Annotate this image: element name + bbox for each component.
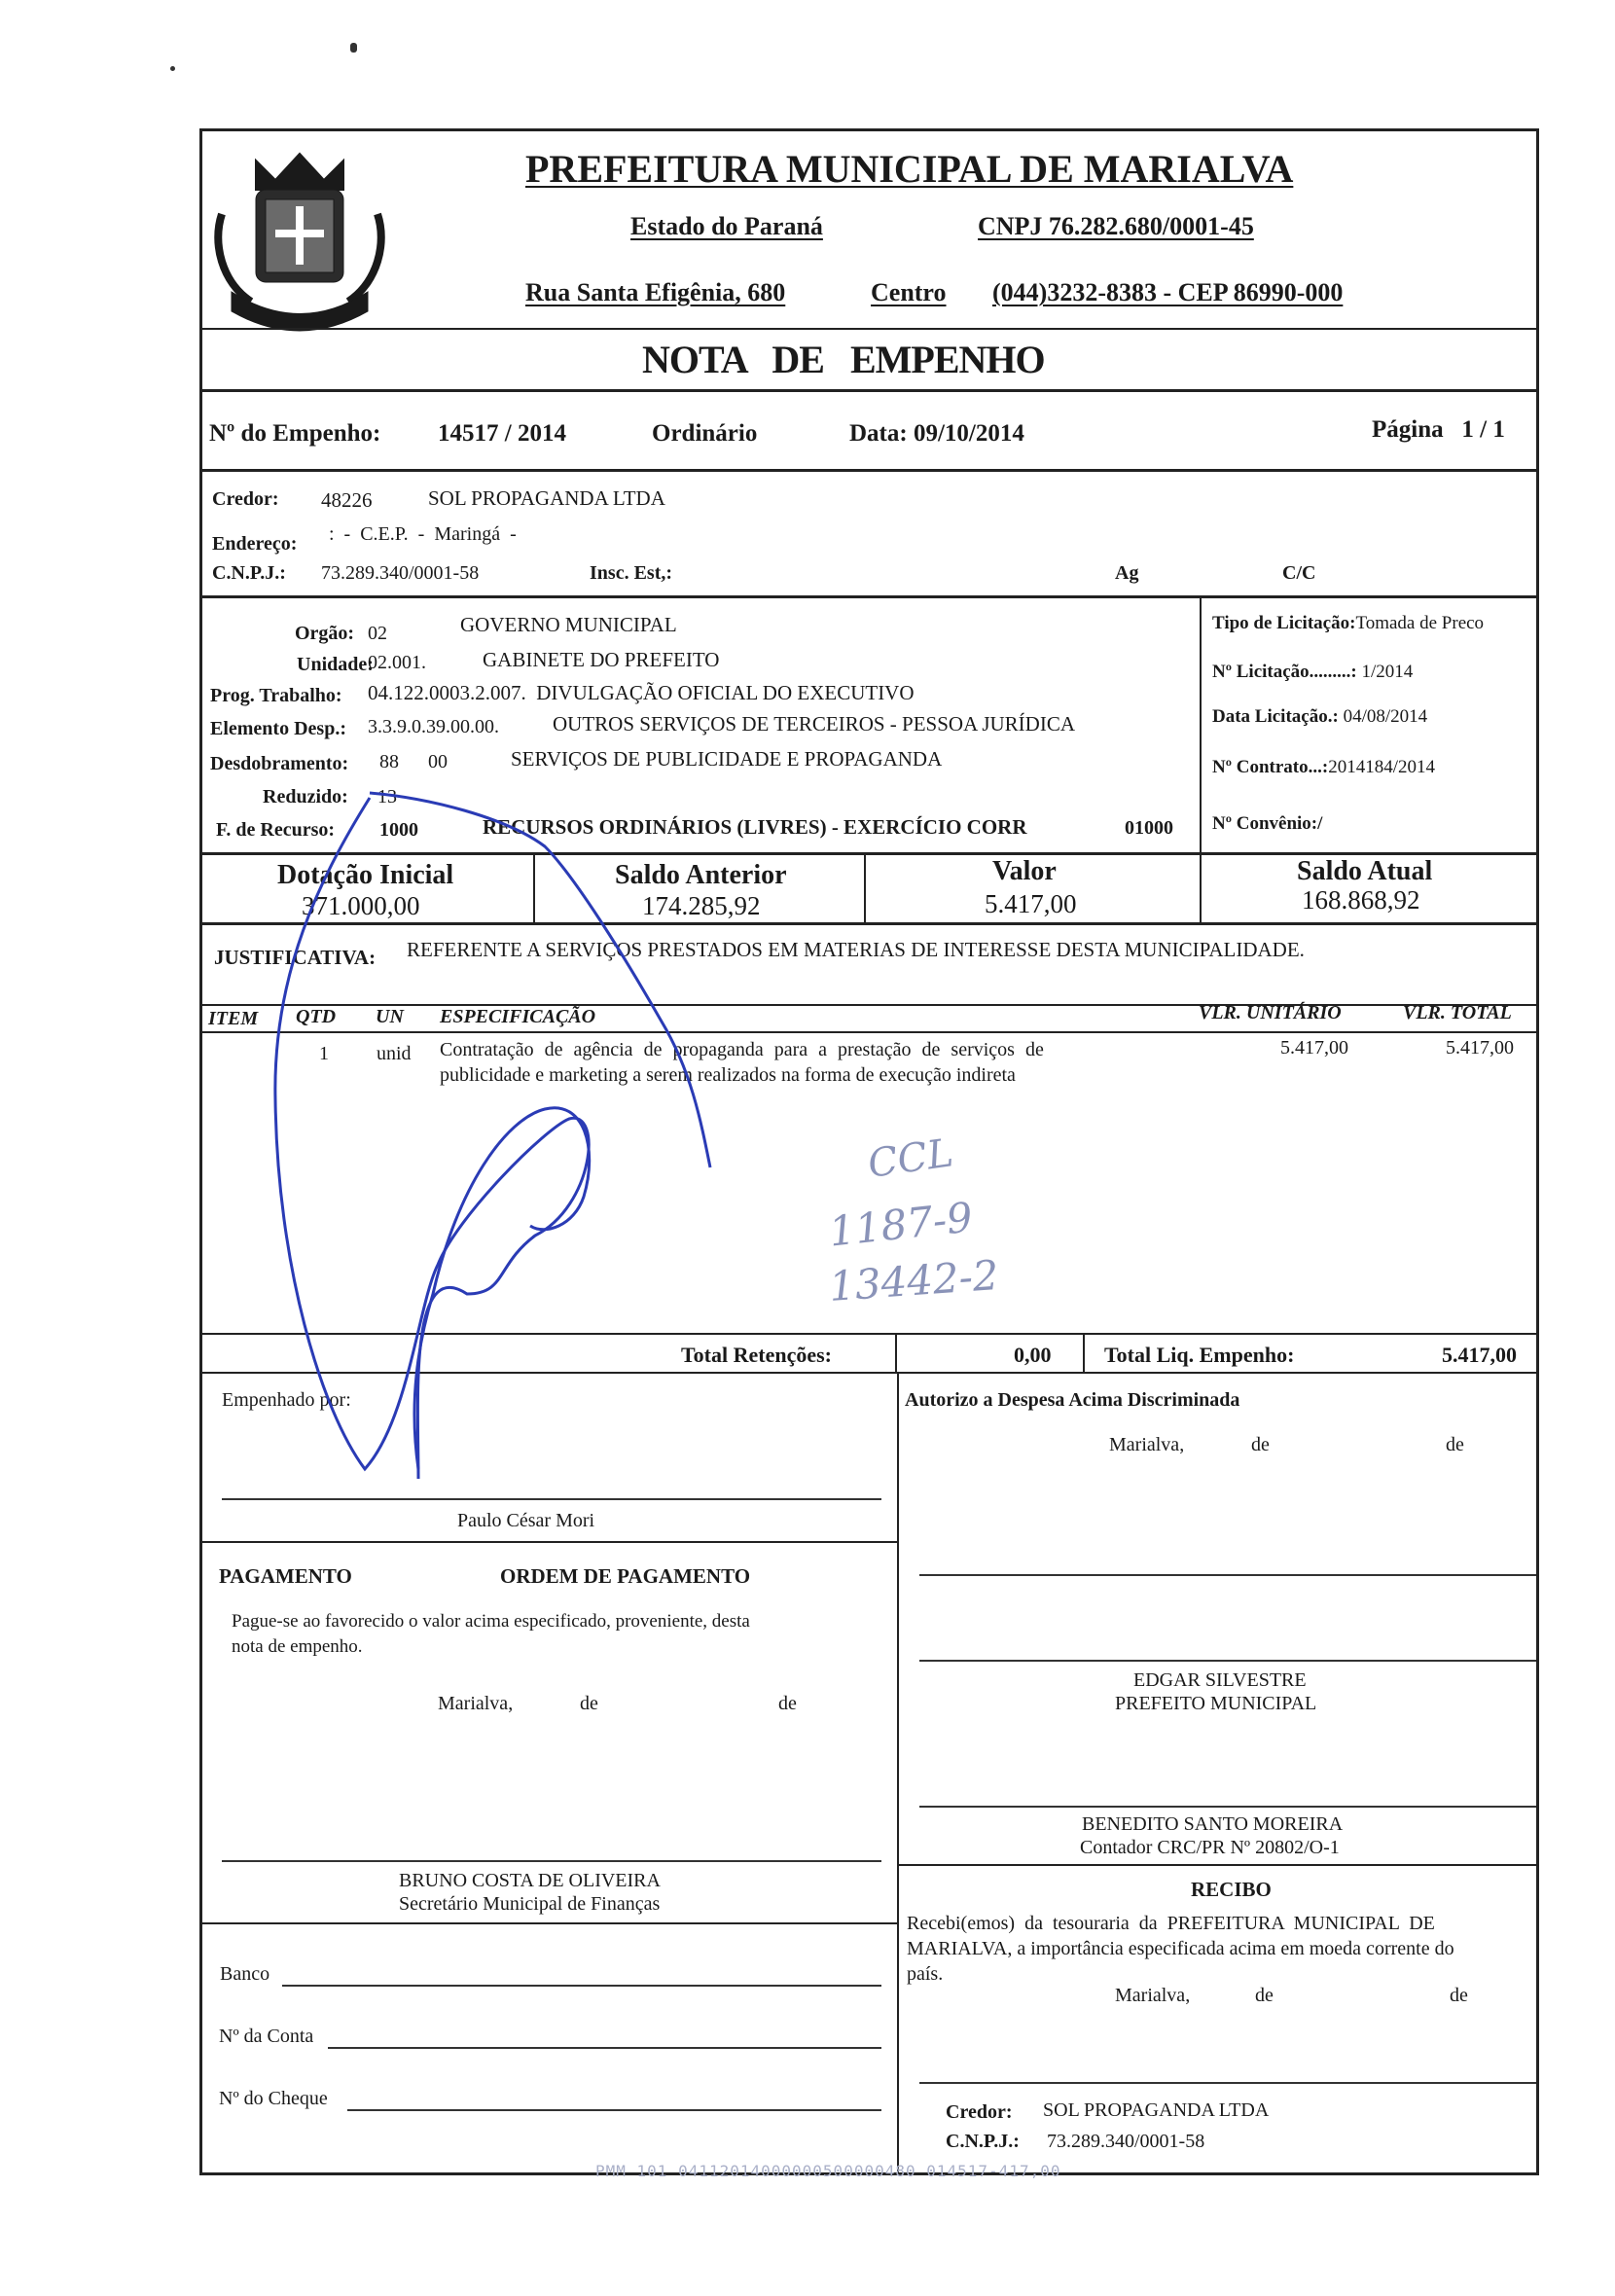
autorizo-label: Autorizo a Despesa Acima Discriminada <box>905 1389 1240 1411</box>
orgao-label: Orgão: <box>295 623 355 644</box>
cheque-label: Nº do Cheque <box>219 2088 328 2109</box>
autorizo-place: Marialva, <box>1109 1434 1185 1455</box>
unidade-label: Unidade: <box>297 654 374 675</box>
item-total-value: 5.417,00 <box>1446 1037 1514 1058</box>
saldo-anterior-value: 174.285,92 <box>642 891 761 920</box>
insc-label: Insc. Est,: <box>590 562 673 584</box>
conta-label: Nº da Conta <box>219 2026 314 2047</box>
doc-title: NOTA DE EMPENHO <box>642 338 1045 381</box>
dotacao-value: 371.000,00 <box>302 891 420 920</box>
elemento-name: OUTROS SERVIÇOS DE TERCEIROS - PESSOA JURÍDICA <box>553 712 1076 735</box>
address-value: : - C.E.P. - Maringá - <box>329 523 517 545</box>
item-spec-line2: publicidade e marketing a serem realizados na forma de execução indireta <box>440 1064 1016 1086</box>
liquido-label: Total Liq. Empenho: <box>1104 1343 1295 1367</box>
recibo-line-3: país. <box>907 1963 944 1985</box>
item-unit-value: 5.417,00 <box>1280 1037 1348 1058</box>
empenho-number-label: Nº do Empenho: <box>209 420 381 447</box>
justificativa-label: JUSTIFICATIVA: <box>214 946 377 969</box>
ordem-pagamento-label: ORDEM DE PAGAMENTO <box>500 1564 751 1588</box>
col-qtd: QTD <box>296 1006 337 1027</box>
handwritten-note-2: 1187-9 <box>826 1193 975 1256</box>
item-qtd: 1 <box>319 1043 329 1064</box>
header-district: Centro <box>871 278 947 306</box>
saldo-atual-label: Saldo Atual <box>1297 856 1433 886</box>
contador-role: Contador CRC/PR Nº 20802/O-1 <box>1080 1837 1340 1858</box>
saldo-atual-value: 168.868,92 <box>1302 885 1420 915</box>
reduzido-value: 13 <box>377 786 397 807</box>
item-un: unid <box>377 1043 412 1064</box>
recibo-credor-name: SOL PROPAGANDA LTDA <box>1043 2099 1270 2121</box>
orgao-name: GOVERNO MUNICIPAL <box>460 613 677 636</box>
credor-name: SOL PROPAGANDA LTDA <box>428 486 665 510</box>
contrato-value: 2014184/2014 <box>1328 757 1435 777</box>
empenhado-name: Paulo César Mori <box>457 1510 595 1531</box>
empenho-date: Data: 09/10/2014 <box>849 420 1024 447</box>
credor-label: Credor: <box>212 488 279 510</box>
handwritten-note-3: 13442-2 <box>827 1250 1001 1311</box>
recibo-cnpj-label: C.N.P.J.: <box>946 2131 1020 2152</box>
col-total-value: VLR. TOTAL <box>1403 1002 1512 1023</box>
cnpj-label: C.N.P.J.: <box>212 562 286 584</box>
col-spec: ESPECIFICAÇÃO <box>440 1006 596 1027</box>
justificativa-text: REFERENTE A SERVIÇOS PRESTADOS EM MATERIAS DE INTERESSE DESTA MUNICIPALIDADE. <box>407 938 1305 961</box>
orgao-code: 02 <box>368 623 387 644</box>
empenhado-label: Empenhado por: <box>222 1389 351 1411</box>
autorizo-de2: de <box>1446 1434 1464 1455</box>
secretario-role: Secretário Municipal de Finanças <box>399 1893 661 1915</box>
pagamento-de1: de <box>580 1693 598 1714</box>
pagamento-place: Marialva, <box>438 1693 514 1714</box>
header-title: PREFEITURA MUNICIPAL DE MARIALVA <box>525 147 1294 191</box>
coat-of-arms-logo <box>202 146 397 336</box>
cc-label: C/C <box>1282 562 1316 584</box>
unidade-code: 02.001. <box>368 652 426 673</box>
col-un: UN <box>376 1006 404 1027</box>
handwritten-note-1: CCL <box>865 1130 956 1187</box>
col-item: ITEM <box>208 1008 259 1029</box>
credor-code: 48226 <box>321 488 373 512</box>
pagamento-de2: de <box>778 1693 797 1714</box>
scan-speck <box>350 43 357 53</box>
recurso-name: RECURSOS ORDINÁRIOS (LIVRES) - EXERCÍCIO CORR <box>483 815 1027 839</box>
ag-label: Ag <box>1115 562 1139 584</box>
num-licitacao-value: 1/2014 <box>1361 662 1414 682</box>
recibo-line-1: Recebi(emos) da tesouraria da PREFEITURA MUNICIPAL DE <box>907 1913 1435 1934</box>
prefeito-name: EDGAR SILVESTRE <box>1133 1669 1307 1691</box>
recibo-credor-label: Credor: <box>946 2101 1013 2123</box>
valor-label: Valor <box>992 856 1057 886</box>
recurso-num: 01000 <box>1125 817 1173 839</box>
retencoes-label: Total Retenções: <box>681 1343 832 1367</box>
desdob-label: Desdobramento: <box>210 753 349 774</box>
liquido-value: 5.417,00 <box>1442 1343 1517 1367</box>
tipo-licitacao-value: Tomada de Preco <box>1355 613 1485 633</box>
prog-label: Prog. Trabalho: <box>210 685 342 706</box>
cnpj-value: 73.289.340/0001-58 <box>321 562 480 584</box>
desdob-name: SERVIÇOS DE PUBLICIDADE E PROPAGANDA <box>511 747 943 771</box>
contrato-label: Nº Contrato...:2014184/2014 <box>1212 757 1435 777</box>
desdob-code: 88 00 <box>379 751 448 772</box>
pagamento-text-2: nota de empenho. <box>232 1636 363 1657</box>
recibo-de2: de <box>1450 1985 1468 2006</box>
retencoes-value: 0,00 <box>1014 1343 1052 1367</box>
header-state: Estado do Paraná <box>630 212 823 240</box>
secretario-name: BRUNO COSTA DE OLIVEIRA <box>399 1870 661 1891</box>
recibo-cnpj-value: 73.289.340/0001-58 <box>1047 2131 1205 2152</box>
recibo-line-2: MARIALVA, a importância especificada acima em moeda corrente do <box>907 1938 1454 1959</box>
footer-barcode-text: PMM 101 04112014000000500000480 014517-417,00 <box>595 2162 1061 2180</box>
header-street: Rua Santa Efigênia, 680 <box>525 278 786 306</box>
pagamento-text-1: Pague-se ao favorecido o valor acima especificado, proveniente, desta <box>232 1611 750 1632</box>
prog-value: 04.122.0003.2.007. DIVULGAÇÃO OFICIAL DO EXECUTIVO <box>368 681 915 704</box>
empenho-number: 14517 / 2014 <box>438 420 566 447</box>
elemento-label: Elemento Desp.: <box>210 718 346 739</box>
prefeito-role: PREFEITO MUNICIPAL <box>1115 1693 1317 1714</box>
recibo-label: RECIBO <box>1191 1878 1272 1901</box>
convenio-label: Nº Convênio:/ <box>1212 813 1323 834</box>
col-unit-value: VLR. UNITÁRIO <box>1199 1002 1342 1023</box>
data-licitacao-value: 04/08/2014 <box>1343 706 1428 727</box>
dotacao-label: Dotação Inicial <box>277 860 454 890</box>
elemento-code: 3.3.9.0.39.00.00. <box>368 716 499 737</box>
recurso-code: 1000 <box>379 819 418 841</box>
unidade-name: GABINETE DO PREFEITO <box>483 648 720 671</box>
header-cnpj: CNPJ 76.282.680/0001-45 <box>978 212 1254 240</box>
tipo-licitacao-label: Tipo de Licitação:Tomada de Preco <box>1212 613 1485 633</box>
saldo-anterior-label: Saldo Anterior <box>615 860 787 890</box>
scan-speck <box>170 66 175 71</box>
pagamento-label: PAGAMENTO <box>219 1564 352 1588</box>
recibo-place: Marialva, <box>1115 1985 1191 2006</box>
num-licitacao-label: Nº Licitação.........: 1/2014 <box>1212 662 1414 682</box>
header-phone-cep: (044)3232-8383 - CEP 86990-000 <box>992 278 1344 306</box>
reduzido-label: Reduzido: <box>263 786 348 807</box>
contador-name: BENEDITO SANTO MOREIRA <box>1082 1813 1344 1835</box>
autorizo-de1: de <box>1251 1434 1270 1455</box>
data-licitacao-label: Data Licitação.: 04/08/2014 <box>1212 706 1428 727</box>
address-label: Endereço: <box>212 533 298 555</box>
valor-value: 5.417,00 <box>985 889 1077 918</box>
empenho-page: Página 1 / 1 <box>1372 416 1505 443</box>
recurso-label: F. de Recurso: <box>216 819 336 841</box>
empenho-type: Ordinário <box>652 420 758 447</box>
item-spec-line1: Contratação de agência de propaganda para a prestação de serviços de <box>440 1039 1044 1060</box>
recibo-de1: de <box>1255 1985 1274 2006</box>
banco-label: Banco <box>220 1963 270 1985</box>
